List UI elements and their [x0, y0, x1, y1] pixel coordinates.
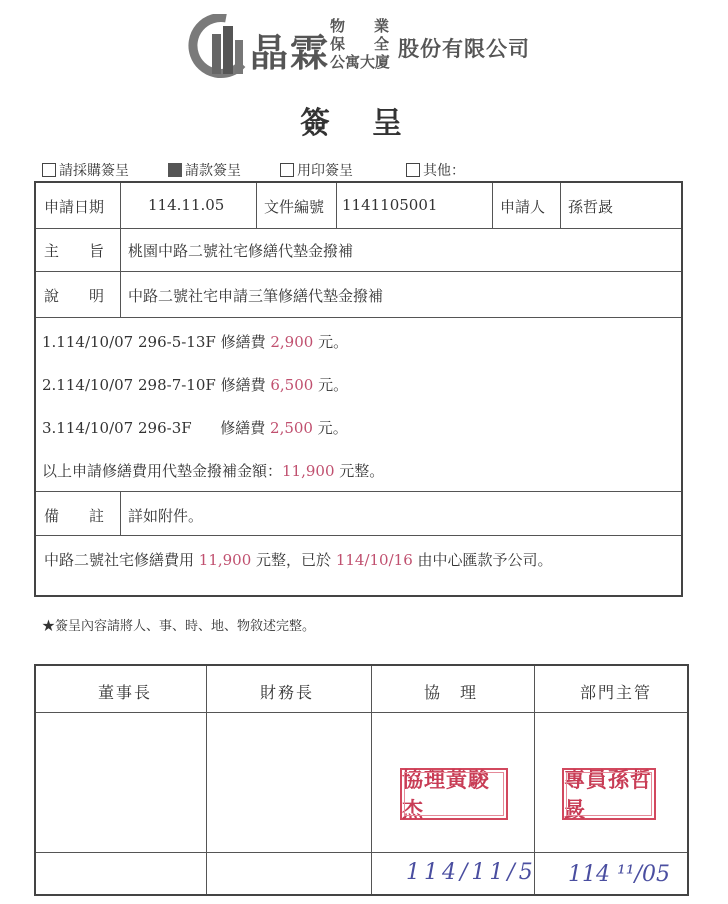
category-other[interactable]	[406, 160, 465, 180]
company-sub-char: 保	[330, 35, 346, 53]
approval-table	[34, 664, 689, 896]
subject-value: 桃園中路二號社宅修繕代墊金撥補	[128, 242, 354, 260]
checkbox-icon[interactable]	[406, 163, 420, 177]
category-label: 用印簽呈	[297, 163, 353, 179]
company-suffix: 股份有限公司	[398, 36, 530, 61]
applicant-label: 申請人	[500, 198, 546, 216]
footer-line: 中路二號社宅修繕費用 11,900 元整，已於 114/10/16 由中心匯款予公司。	[44, 551, 553, 569]
company-name: 晶霖	[250, 30, 331, 75]
category-label: 其他：	[423, 163, 465, 179]
signature-date-manager: 114 ¹¹/05	[568, 862, 671, 887]
company-sub-line: 公寓大廈	[330, 53, 391, 71]
instruction-note: ★簽呈內容請將人、事、時、地、物敘述完整。	[42, 619, 316, 634]
item-line: 2.114/10/07 298-7-10F 修繕費 6,500 元。	[42, 376, 349, 394]
signature-date-assistant: 114/11/5	[406, 860, 537, 885]
header-cfo: 財務長	[260, 683, 315, 702]
category-label: 請採購簽呈	[59, 163, 129, 179]
form-table	[34, 181, 683, 597]
category-purchase[interactable]	[42, 160, 129, 180]
item-line: 1.114/10/07 296-5-13F 修繕費 2,900 元。	[42, 333, 349, 351]
checkbox-checked-icon[interactable]	[168, 163, 182, 177]
remark-label: 備 註	[44, 507, 105, 525]
header-chairman: 董事長	[98, 683, 153, 702]
subject-label: 主 旨	[44, 242, 105, 260]
stamp-department-head: 專員孫哲晸	[562, 768, 656, 820]
remark-value: 詳如附件。	[128, 507, 204, 525]
checkbox-icon[interactable]	[280, 163, 294, 177]
company-sub-char: 物	[330, 17, 346, 35]
stamp-assistant-manager: 協理黃駿杰	[400, 768, 508, 820]
item-line: 3.114/10/07 296-3F 修繕費 2,500 元。	[42, 419, 348, 437]
category-label: 請款簽呈	[185, 163, 241, 179]
checkbox-icon[interactable]	[42, 163, 56, 177]
applicant-value: 孫哲晸	[568, 198, 614, 216]
company-logo-icon	[186, 14, 248, 80]
date-label: 申請日期	[44, 198, 105, 216]
total-line: 以上申請修繕費用代墊金撥補金額：11,900 元整。	[42, 462, 385, 480]
header-assistant-manager: 協 理	[424, 683, 479, 702]
category-payment[interactable]	[168, 160, 241, 180]
category-seal[interactable]	[280, 160, 353, 180]
doc-no-value: 1141105001	[342, 196, 438, 214]
header-department-head: 部門主管	[580, 683, 653, 702]
date-value: 114.11.05	[148, 196, 225, 214]
company-sub-char: 全	[374, 35, 390, 53]
doc-no-label: 文件編號	[264, 198, 325, 216]
description-label: 說 明	[44, 287, 105, 305]
company-sub-char: 業	[374, 17, 390, 35]
description-value: 中路二號社宅申請三筆修繕代墊金撥補	[128, 287, 384, 305]
document-title: 簽呈	[300, 106, 444, 141]
